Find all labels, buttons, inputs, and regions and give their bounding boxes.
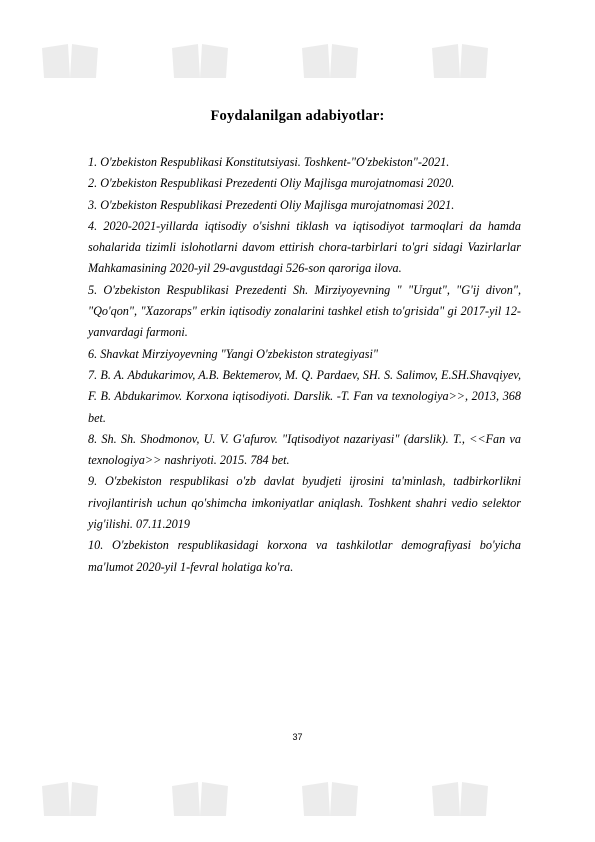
reference-item: 1. O'zbekiston Respublikasi Konstitutsiyasi. Toshkent-"O'zbekiston"-2021. xyxy=(88,155,450,169)
watermark-book-icon xyxy=(170,780,230,818)
reference-item: 8. Sh. Sh. Shodmonov, U. V. G'afurov. "Iqtisodiyot nazariyasi" (darslik). T., <<Fan va texnologiya>> nashriyoti. 2015. 784 bet. xyxy=(88,431,521,468)
page-number: 37 xyxy=(292,732,303,742)
reference-item: 5. O'zbekiston Respublikasi Prezedenti Sh. Mirziyoyevning " "Urgut", "G'ij divon", "Qo'qon", "Xazoraps" erkin iqtisodiy zonalarini tashkel etish to'grisida" gi 2017-yil 12-yanvardagi farmoni. xyxy=(88,282,521,340)
watermark-book-icon xyxy=(40,42,100,80)
page-title: Foydalanilgan adabiyotlar: xyxy=(210,108,385,124)
watermark-book-icon xyxy=(300,780,360,818)
watermark-book-icon xyxy=(300,42,360,80)
reference-item: 6. Shavkat Mirziyoyevning "Yangi O'zbekiston strategiyasi" xyxy=(88,346,378,361)
watermark-book-icon xyxy=(170,42,230,80)
reference-item: 2. O'zbekiston Respublikasi Prezedenti Oliy Majlisga murojatnomasi 2020. xyxy=(88,176,455,191)
reference-item: 9. O'zbekiston respublikasi o'zb davlat byudjeti ijrosini ta'minlash, tadbirkorlikni rivojlantirish uchun qo'shimcha imkoniyatlar aniqlash. Toshkent shahri vedio selektor yig'ilishi. 07.11.2019 xyxy=(88,474,521,532)
reference-item: 4. 2020-2021-yillarda iqtisodiy o'sishni tiklash va iqtisodiyot tarmoqlari da hamda sohalarida tizimli islohotlarni davom ettirish chora-tarbirlari to'gri sidagi Vazirlarlar Mahkamasining 2020-yil 29-avgustdagi 526-son qaroriga ilova. xyxy=(88,218,521,276)
reference-item: 3. O'zbekiston Respublikasi Prezedenti Oliy Majlisga murojatnomasi 2021. xyxy=(88,197,455,212)
reference-item: 7. B. A. Abdukarimov, A.B. Bektemerov, M. Q. Pardaev, SH. S. Salimov, E.SH.Shavqiyev, F. B. Abdukarimov. Korxona iqtisodiyoti. Darslik. -T. Fan va texnologiya>>, 2013, 368 bet. xyxy=(88,367,521,425)
watermark-book-icon xyxy=(40,780,100,818)
reference-list xyxy=(88,152,521,578)
watermark-book-icon xyxy=(430,42,490,80)
reference-item: 10. O'zbekiston respublikasidagi korxona va tashkilotlar demografiyasi bo'yicha ma'lumot 2020-yil 1-fevral holatiga ko'ra. xyxy=(88,538,521,574)
watermark-book-icon xyxy=(430,780,490,818)
